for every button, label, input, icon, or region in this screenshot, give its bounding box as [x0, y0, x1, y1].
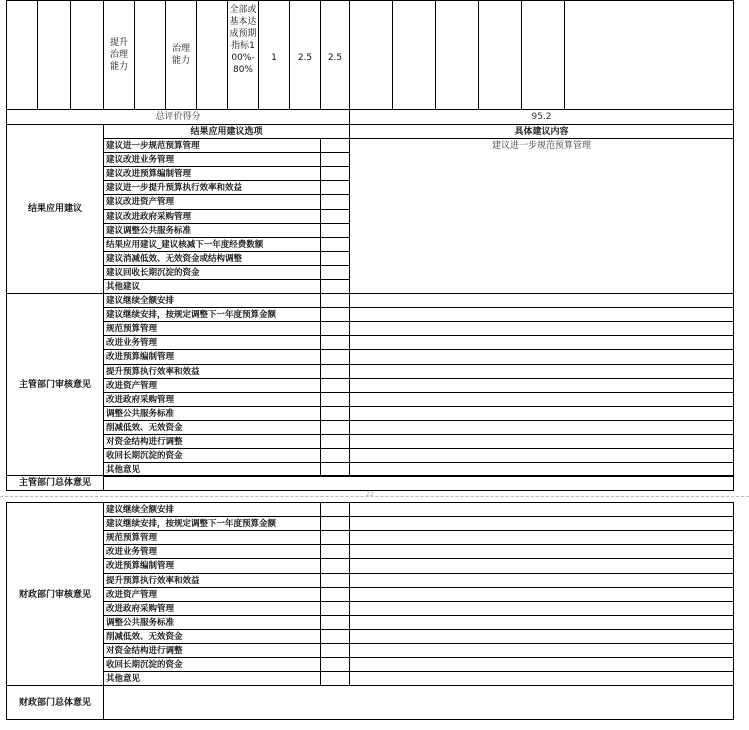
option-label-cell: [103, 321, 321, 336]
option-label: 建议继续全额安排: [106, 295, 175, 306]
option-label: 改进政府采购管理: [106, 394, 175, 405]
option-label-cell: [103, 307, 321, 322]
option-label-cell: [103, 293, 321, 308]
option-label: 建议继续安排，按规定调整下一年度预算金额: [106, 309, 277, 320]
option-label-cell: [103, 152, 321, 167]
opinion-input-cell[interactable]: [349, 516, 734, 531]
result-section-label: 结果应用建议: [27, 204, 82, 214]
score-value: 2.5: [327, 53, 343, 63]
option-label-cell: [103, 573, 321, 588]
option-label-cell: [103, 587, 321, 602]
finance-overall-label: 财政部门总体意见: [18, 698, 91, 708]
criterion-text: 全部或基本达成预期指标100%-80%: [229, 5, 257, 75]
opinion-input-cell[interactable]: [349, 378, 734, 393]
option-label: 调整公共服务标准: [106, 408, 175, 419]
option-check-cell[interactable]: [320, 152, 350, 167]
result-content-cell[interactable]: [349, 138, 734, 294]
option-label: 提升预算执行效率和效益: [106, 575, 200, 586]
finance-overall-input[interactable]: [103, 685, 734, 720]
option-check-cell[interactable]: [320, 587, 350, 602]
score-cell: [320, 0, 350, 110]
empty-cell: [70, 0, 104, 110]
option-check-cell[interactable]: [320, 364, 350, 379]
option-label-cell: [103, 265, 321, 280]
option-check-cell[interactable]: [320, 209, 350, 224]
empty-cell: [392, 0, 436, 110]
option-label: 改进资产管理: [106, 380, 158, 391]
option-check-cell[interactable]: [320, 265, 350, 280]
option-label: 收回长期沉淀的资金: [106, 450, 183, 461]
opinion-input-cell[interactable]: [349, 434, 734, 449]
option-label-cell: [103, 420, 321, 435]
option-label: 削减低效、无效资金: [106, 631, 183, 642]
dept-section-label-cell: [6, 293, 104, 476]
option-label: 建议继续全额安排: [106, 504, 175, 515]
empty-cell: [435, 0, 479, 110]
opinion-input-cell[interactable]: [349, 601, 734, 616]
option-label: 对资金结构进行调整: [106, 436, 183, 447]
option-label: 对资金结构进行调整: [106, 645, 183, 656]
opinion-input-cell[interactable]: [349, 448, 734, 463]
option-label-cell: [103, 335, 321, 350]
opinion-input-cell[interactable]: [349, 321, 734, 336]
option-label-cell: [103, 349, 321, 365]
option-check-cell[interactable]: [320, 530, 350, 545]
result-content-header-cell: [349, 124, 734, 139]
option-label-cell: [103, 138, 321, 153]
option-label-cell: [103, 629, 321, 644]
opinion-input-cell[interactable]: [349, 671, 734, 686]
option-check-cell[interactable]: [320, 321, 350, 336]
empty-cell: [349, 0, 393, 110]
empty-cell: [134, 0, 166, 110]
option-label-cell: [103, 166, 321, 181]
option-label-cell: [103, 392, 321, 407]
option-check-cell[interactable]: [320, 671, 350, 686]
option-label: 建议消减低效、无效资金或结构调整: [106, 253, 243, 264]
opinion-input-cell[interactable]: [349, 307, 734, 322]
option-check-cell[interactable]: [320, 392, 350, 407]
opinion-input-cell[interactable]: [349, 643, 734, 658]
option-label-cell: [103, 194, 321, 210]
opinion-input-cell[interactable]: [349, 530, 734, 545]
finance-section-label: 财政部门审核意见: [18, 590, 91, 600]
option-label: 改进预算编制管理: [106, 352, 175, 362]
option-check-cell[interactable]: [320, 223, 350, 238]
indicator-level1-text: 提升治理能力: [109, 38, 128, 72]
option-label: 规范预算管理: [106, 323, 158, 334]
finance-overall-label-cell: [6, 685, 104, 720]
empty-cell: [196, 0, 228, 110]
option-check-cell[interactable]: [320, 378, 350, 393]
option-label-cell: [103, 378, 321, 393]
option-label-cell: [103, 530, 321, 545]
option-check-cell[interactable]: [320, 251, 350, 266]
weight-value: 1: [271, 53, 277, 63]
opinion-input-cell[interactable]: [349, 293, 734, 308]
opinion-input-cell[interactable]: [349, 406, 734, 421]
option-label: 改进业务管理: [106, 546, 158, 557]
indicator-level2-cell: [165, 0, 197, 110]
option-label-cell: [103, 643, 321, 658]
option-label-cell: [103, 237, 321, 252]
page-number: 22: [366, 491, 374, 498]
option-label-cell: [103, 434, 321, 449]
option-check-cell[interactable]: [320, 615, 350, 630]
result-options-header-cell: [103, 124, 350, 139]
opinion-input-cell[interactable]: [349, 573, 734, 588]
option-label-cell: [103, 180, 321, 195]
option-label-cell: [103, 406, 321, 421]
result-content-header: 具体建议内容: [514, 127, 569, 137]
option-label: 建议继续安排，按规定调整下一年度预算金额: [106, 518, 277, 529]
empty-cell: [6, 0, 38, 110]
option-check-cell[interactable]: [320, 544, 350, 559]
opinion-input-cell[interactable]: [349, 502, 734, 517]
indicator-level1-cell: [103, 0, 135, 110]
total-score-label: 总评价得分: [155, 112, 201, 122]
dept-overall-label-cell: [6, 475, 104, 491]
option-check-cell[interactable]: [320, 335, 350, 350]
empty-cell: [521, 0, 565, 110]
option-check-cell[interactable]: [320, 573, 350, 588]
opinion-input-cell[interactable]: [349, 558, 734, 574]
option-label: 改进预算编制管理: [106, 561, 175, 571]
option-label-cell: [103, 448, 321, 463]
option-label-cell: [103, 601, 321, 616]
option-check-cell[interactable]: [320, 502, 350, 517]
opinion-input-cell[interactable]: [349, 587, 734, 602]
criterion-cell: [227, 0, 259, 110]
option-check-cell[interactable]: [320, 307, 350, 322]
option-check-cell[interactable]: [320, 138, 350, 153]
option-label: 建议改进业务管理: [106, 154, 175, 165]
score-value: 2.5: [297, 53, 313, 63]
option-check-cell[interactable]: [320, 657, 350, 672]
option-label-cell: [103, 209, 321, 224]
option-label: 其他建议: [106, 281, 141, 292]
total-score-value-cell: [349, 109, 734, 125]
result-content-text: 建议进一步规范预算管理: [491, 141, 591, 151]
option-check-cell[interactable]: [320, 194, 350, 210]
option-label-cell: [103, 558, 321, 574]
total-score-value: 95.2: [531, 112, 552, 122]
empty-cell: [478, 0, 522, 110]
option-label: 收回长期沉淀的资金: [106, 659, 183, 670]
option-label: 改进资产管理: [106, 589, 158, 600]
option-label: 其他意见: [106, 673, 141, 684]
opinion-input-cell[interactable]: [349, 364, 734, 379]
opinion-input-cell[interactable]: [349, 544, 734, 559]
option-label: 建议改进政府采购管理: [106, 211, 192, 222]
option-label: 建议进一步提升预算执行效率和效益: [106, 182, 243, 193]
option-check-cell[interactable]: [320, 237, 350, 252]
option-label: 改进业务管理: [106, 337, 158, 348]
option-label-cell: [103, 251, 321, 266]
opinion-input-cell[interactable]: [349, 420, 734, 435]
option-label: 建议改进预算编制管理: [106, 168, 192, 179]
option-label: 提升预算执行效率和效益: [106, 366, 200, 377]
opinion-input-cell[interactable]: [349, 335, 734, 350]
dept-overall-label: 主管部门总体意见: [18, 478, 91, 488]
option-label: 调整公共服务标准: [106, 617, 175, 628]
option-check-cell[interactable]: [320, 279, 350, 294]
option-check-cell[interactable]: [320, 643, 350, 658]
option-label-cell: [103, 516, 321, 531]
option-check-cell[interactable]: [320, 349, 350, 365]
opinion-input-cell[interactable]: [349, 349, 734, 365]
option-label: 改进政府采购管理: [106, 603, 175, 614]
option-label-cell: [103, 671, 321, 686]
option-label-cell: [103, 223, 321, 238]
option-label: 建议回收长期沉淀的资金: [106, 267, 200, 278]
option-check-cell[interactable]: [320, 406, 350, 421]
option-label: 其他意见: [106, 464, 141, 475]
option-label: 削减低效、无效资金: [106, 422, 183, 433]
empty-cell: [564, 0, 734, 110]
option-check-cell[interactable]: [320, 180, 350, 195]
option-label: 结果应用建议_建议核减下一年度经费数额: [106, 239, 264, 250]
weight-cell: [258, 0, 290, 110]
option-label: 建议改进资产管理: [106, 197, 175, 207]
score-cell: [289, 0, 321, 110]
option-label: 建议调整公共服务标准: [106, 225, 192, 236]
result-section-label-cell: [6, 124, 104, 294]
dept-section-label: 主管部门审核意见: [18, 380, 91, 390]
option-check-cell[interactable]: [320, 558, 350, 574]
empty-cell: [37, 0, 71, 110]
option-check-cell[interactable]: [320, 166, 350, 181]
option-label-cell: [103, 615, 321, 630]
opinion-input-cell[interactable]: [349, 629, 734, 644]
total-score-label-cell: [6, 109, 350, 125]
option-check-cell[interactable]: [320, 420, 350, 435]
option-check-cell[interactable]: [320, 293, 350, 308]
opinion-input-cell[interactable]: [349, 615, 734, 630]
option-label-cell: [103, 279, 321, 294]
indicator-level2-text: 治理能力: [171, 44, 190, 66]
option-check-cell[interactable]: [320, 448, 350, 463]
option-label-cell: [103, 502, 321, 517]
opinion-input-cell[interactable]: [349, 657, 734, 672]
option-check-cell[interactable]: [320, 601, 350, 616]
option-label-cell: [103, 544, 321, 559]
option-check-cell[interactable]: [320, 629, 350, 644]
option-label-cell: [103, 657, 321, 672]
opinion-input-cell[interactable]: [349, 392, 734, 407]
dept-overall-input[interactable]: [103, 475, 734, 491]
option-label: 规范预算管理: [106, 532, 158, 543]
option-label-cell: [103, 364, 321, 379]
finance-section-label-cell: [6, 502, 104, 686]
option-label: 建议进一步规范预算管理: [106, 140, 200, 151]
option-check-cell[interactable]: [320, 434, 350, 449]
option-check-cell[interactable]: [320, 516, 350, 531]
result-options-header: 结果应用建议选项: [190, 127, 263, 137]
